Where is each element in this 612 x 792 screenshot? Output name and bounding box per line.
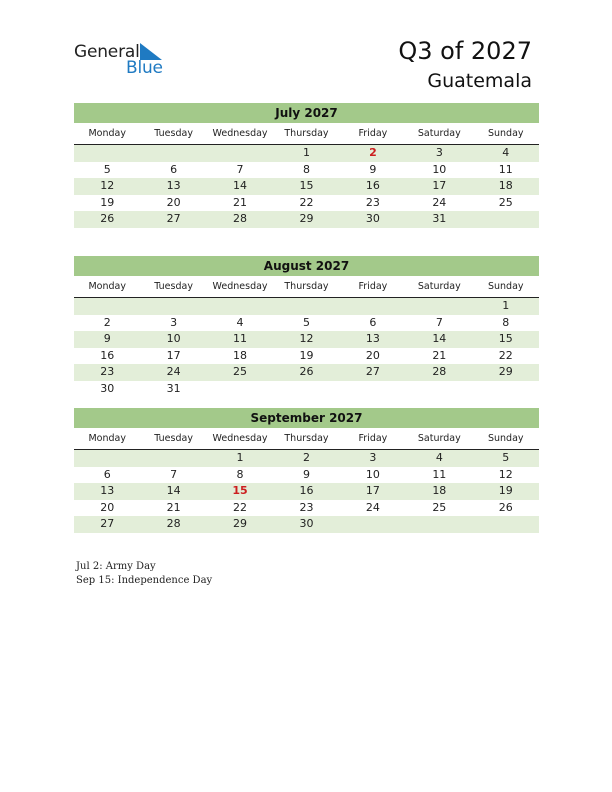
week-row [74, 331, 539, 348]
day-cell: 11 [233, 332, 248, 345]
holiday-note: Sep 15: Independence Day [76, 574, 213, 586]
weekday-label: Monday [88, 433, 126, 444]
day-cell [140, 145, 206, 162]
weekday-header-row [74, 278, 539, 298]
day-cell [273, 381, 339, 398]
day-cell: 21 [166, 500, 181, 514]
day-cell: 3 [369, 451, 377, 464]
country-name: Guatemala [427, 70, 532, 92]
day-cell [406, 516, 472, 533]
weekday-label: Saturday [417, 281, 461, 292]
day-cell [473, 211, 539, 228]
day-cell: 1 [236, 451, 244, 464]
day-cell: 25 [498, 195, 513, 209]
day-cell: 11 [432, 467, 447, 481]
day-cell: 21 [233, 195, 248, 209]
day-cell: 29 [233, 517, 248, 530]
day-cell: 23 [100, 365, 115, 378]
week-row [74, 298, 539, 315]
day-cell: 17 [166, 348, 181, 362]
day-cell: 3 [435, 146, 443, 159]
day-cell: 18 [498, 179, 513, 192]
week-row [74, 483, 539, 500]
day-cell [74, 298, 140, 315]
day-cell: 18 [233, 348, 248, 362]
day-cell [273, 298, 339, 315]
day-cell: 22 [299, 195, 314, 209]
day-cell: 29 [299, 212, 314, 225]
day-cell: 29 [498, 365, 513, 378]
day-cell: 28 [166, 517, 181, 530]
holiday-day-cell: 2 [369, 146, 377, 159]
weekday-label: Saturday [417, 128, 461, 139]
weekday-label: Wednesday [212, 128, 268, 139]
day-cell [207, 298, 273, 315]
week-row [74, 500, 539, 517]
weekday-label: Sunday [487, 433, 524, 444]
day-cell: 17 [365, 484, 380, 497]
weekday-label: Saturday [417, 433, 461, 444]
day-cell: 28 [432, 365, 447, 378]
day-cell: 14 [233, 179, 248, 192]
day-cell [340, 516, 406, 533]
weekday-header-row [74, 125, 539, 145]
day-cell: 10 [432, 162, 447, 176]
day-cell: 8 [236, 467, 244, 481]
day-cell: 13 [166, 179, 181, 192]
day-cell: 2 [302, 451, 310, 464]
day-cell: 20 [166, 195, 181, 209]
holiday-notes [76, 560, 212, 587]
week-row [74, 162, 539, 179]
logo-word-general: General [74, 42, 140, 62]
day-cell: 9 [369, 162, 377, 176]
day-cell: 26 [299, 365, 314, 378]
day-cell [74, 450, 140, 467]
day-cell: 1 [302, 146, 310, 159]
day-cell: 4 [236, 315, 244, 329]
day-cell: 6 [103, 467, 111, 481]
day-cell: 25 [233, 365, 248, 378]
weekday-label: Wednesday [212, 433, 268, 444]
day-cell: 20 [365, 348, 380, 362]
day-cell: 24 [432, 195, 447, 209]
day-cell: 30 [365, 212, 380, 225]
day-cell: 19 [498, 484, 513, 497]
day-cell [140, 450, 206, 467]
day-cell: 30 [299, 517, 314, 530]
generalblue-logo [74, 42, 174, 78]
day-cell: 7 [170, 467, 178, 481]
day-cell [74, 145, 140, 162]
day-cell: 12 [100, 179, 115, 192]
day-cell: 24 [365, 500, 380, 514]
week-row [74, 145, 539, 162]
day-cell: 7 [236, 162, 244, 176]
day-cell: 8 [502, 315, 510, 329]
day-cell: 10 [166, 332, 181, 345]
day-cell: 16 [100, 348, 115, 362]
day-cell: 23 [299, 500, 314, 514]
day-cell: 7 [435, 315, 443, 329]
week-row [74, 348, 539, 365]
day-cell: 3 [170, 315, 178, 329]
day-cell: 9 [103, 332, 111, 345]
day-cell: 27 [166, 212, 181, 225]
day-cell: 10 [365, 467, 380, 481]
weekday-label: Thursday [284, 128, 329, 139]
week-row [74, 516, 539, 533]
day-cell: 16 [365, 179, 380, 192]
day-cell: 23 [365, 195, 380, 209]
weekday-label: Monday [88, 128, 126, 139]
weekday-label: Monday [88, 281, 126, 292]
day-cell: 24 [166, 365, 181, 378]
day-cell: 22 [498, 348, 513, 362]
day-cell: 1 [502, 299, 510, 312]
day-cell: 9 [302, 467, 310, 481]
day-cell: 17 [432, 179, 447, 192]
day-cell: 30 [100, 381, 115, 395]
day-cell: 19 [299, 348, 314, 362]
day-cell: 6 [170, 162, 178, 176]
weekday-label: Tuesday [154, 433, 193, 444]
day-cell: 6 [369, 315, 377, 329]
day-cell [473, 516, 539, 533]
day-cell: 25 [432, 500, 447, 514]
day-cell: 13 [100, 484, 115, 497]
month-calendar-september [74, 408, 539, 533]
month-title: August 2027 [74, 256, 539, 276]
week-row [74, 381, 539, 398]
day-cell: 22 [233, 500, 248, 514]
day-cell: 12 [498, 467, 513, 481]
month-title: July 2027 [74, 103, 539, 123]
day-cell: 26 [100, 212, 115, 225]
month-calendar-july [74, 103, 539, 228]
week-row [74, 195, 539, 212]
day-cell: 18 [432, 484, 447, 497]
weekday-label: Friday [358, 433, 388, 444]
week-row [74, 450, 539, 467]
day-cell: 27 [365, 365, 380, 378]
day-cell: 11 [498, 162, 513, 176]
day-cell: 5 [302, 315, 310, 329]
day-cell: 15 [299, 179, 314, 192]
day-cell: 21 [432, 348, 447, 362]
day-cell [406, 381, 472, 398]
weekday-label: Friday [358, 128, 388, 139]
week-row [74, 178, 539, 195]
day-cell: 14 [432, 332, 447, 345]
day-cell: 4 [435, 451, 443, 464]
logo-word-blue: Blue [126, 58, 163, 78]
weekday-label: Thursday [284, 281, 329, 292]
day-cell: 14 [166, 484, 181, 497]
day-cell [406, 298, 472, 315]
weekday-label: Thursday [284, 433, 329, 444]
weekday-label: Friday [358, 281, 388, 292]
holiday-day-cell: 15 [232, 484, 248, 497]
day-cell: 28 [233, 212, 248, 225]
day-cell: 31 [432, 212, 447, 225]
day-cell: 12 [299, 332, 314, 345]
weekday-label: Sunday [487, 128, 524, 139]
day-cell [340, 298, 406, 315]
holiday-note: Jul 2: Army Day [76, 561, 156, 572]
day-cell: 5 [502, 451, 510, 464]
week-row [74, 315, 539, 332]
week-row [74, 211, 539, 228]
day-cell: 20 [100, 500, 115, 514]
day-cell: 8 [302, 162, 310, 176]
weekday-label: Wednesday [212, 281, 268, 292]
day-cell: 13 [365, 332, 380, 345]
day-cell: 16 [299, 484, 314, 497]
week-row [74, 364, 539, 381]
day-cell: 2 [103, 315, 111, 329]
day-cell: 27 [100, 517, 115, 530]
day-cell: 31 [166, 381, 181, 395]
weekday-header-row [74, 430, 539, 450]
month-calendar-august [74, 256, 539, 397]
day-cell [207, 381, 273, 398]
day-cell [207, 145, 273, 162]
month-title: September 2027 [74, 408, 539, 428]
day-cell [473, 381, 539, 398]
day-cell [140, 298, 206, 315]
weekday-label: Sunday [487, 281, 524, 292]
week-row [74, 467, 539, 484]
day-cell: 5 [103, 162, 111, 176]
day-cell [340, 381, 406, 398]
day-cell: 4 [502, 146, 510, 159]
day-cell: 19 [100, 195, 115, 209]
page-title: Q3 of 2027 [398, 37, 532, 65]
weekday-label: Tuesday [154, 128, 193, 139]
day-cell: 15 [498, 332, 513, 345]
weekday-label: Tuesday [154, 281, 193, 292]
day-cell: 26 [498, 500, 513, 514]
